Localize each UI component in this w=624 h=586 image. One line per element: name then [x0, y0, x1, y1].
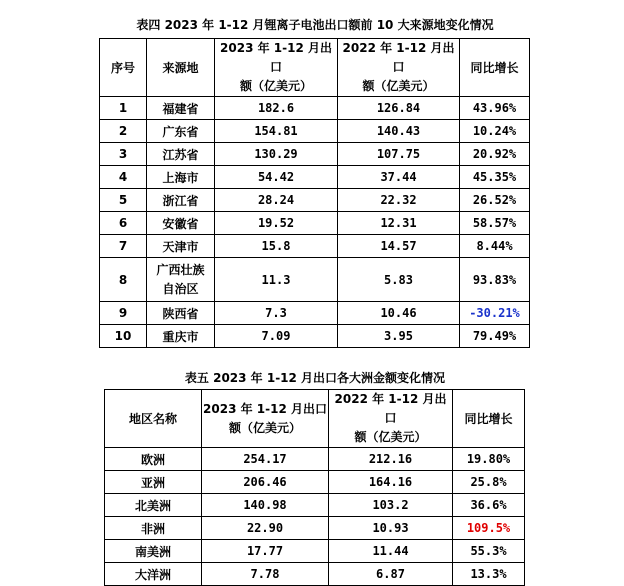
- header-2022: [329, 390, 453, 448]
- row-2023-value: 15.8: [215, 235, 338, 258]
- row-2022-value: 103.2: [329, 494, 453, 517]
- row-origin-line2: 自治区: [162, 281, 199, 296]
- table-row: [100, 325, 530, 348]
- row-growth: 79.49%: [460, 325, 530, 348]
- row-2022-value: 10.46: [338, 302, 460, 325]
- row-region: 南美洲: [105, 540, 202, 563]
- row-growth: 25.8%: [453, 471, 525, 494]
- row-origin: 重庆市: [147, 325, 215, 348]
- header-index: 序号: [100, 39, 147, 97]
- row-growth: 19.80%: [453, 448, 525, 471]
- table-row: [105, 517, 525, 540]
- header-2022-line2: 额（亿美元）: [354, 430, 427, 444]
- row-2023-value: 206.46: [202, 471, 329, 494]
- row-region: 大洋洲: [105, 563, 202, 586]
- row-growth: 55.3%: [453, 540, 525, 563]
- row-growth: 26.52%: [460, 189, 530, 212]
- row-growth: 36.6%: [453, 494, 525, 517]
- row-2023-value: 182.6: [215, 97, 338, 120]
- row-origin: 广东省: [147, 120, 215, 143]
- row-origin: 上海市: [147, 166, 215, 189]
- row-2022-value: 212.16: [329, 448, 453, 471]
- row-2023-value: 54.42: [215, 166, 338, 189]
- row-region: 非洲: [105, 517, 202, 540]
- table4-caption: 表四 2023 年 1-12 月锂离子电池出口额前 10 大来源地变化情况: [136, 18, 494, 32]
- row-2022-value: 6.87: [329, 563, 453, 586]
- row-origin: [147, 258, 215, 302]
- row-index: 8: [100, 258, 147, 302]
- header-origin: 来源地: [147, 39, 215, 97]
- header-2023-line1: 2023 年 1-12 月出口: [220, 41, 332, 74]
- row-2023-value: 154.81: [215, 120, 338, 143]
- header-2023-line1: 2023 年 1-12 月出口: [203, 401, 327, 416]
- table-row: [100, 189, 530, 212]
- row-origin: 安徽省: [147, 212, 215, 235]
- table-row: [100, 212, 530, 235]
- header-2022-line1: 2022 年 1-12 月出口: [342, 41, 455, 74]
- header-2022: [338, 39, 460, 97]
- table-row: [100, 302, 530, 325]
- table-row: [100, 120, 530, 143]
- table5-caption: 表五 2023 年 1-12 月出口各大洲金额变化情况: [184, 371, 446, 385]
- row-index: 9: [100, 302, 147, 325]
- row-2022-value: 140.43: [338, 120, 460, 143]
- row-growth: 43.96%: [460, 97, 530, 120]
- row-growth: 58.57%: [460, 212, 530, 235]
- table-row: [100, 166, 530, 189]
- row-index: 2: [100, 120, 147, 143]
- row-2023-value: 17.77: [202, 540, 329, 563]
- row-2022-value: 3.95: [338, 325, 460, 348]
- row-2022-value: 5.83: [338, 258, 460, 302]
- header-region: 地区名称: [105, 390, 202, 448]
- row-region: 亚洲: [105, 471, 202, 494]
- header-2023-line2: 额（亿美元）: [228, 420, 301, 435]
- header-2023: [215, 39, 338, 97]
- row-2023-value: 254.17: [202, 448, 329, 471]
- row-2023-value: 11.3: [215, 258, 338, 302]
- row-index: 10: [100, 325, 147, 348]
- table-row: [100, 258, 530, 302]
- row-2022-value: 37.44: [338, 166, 460, 189]
- row-2022-value: 14.57: [338, 235, 460, 258]
- row-growth-highlight: 109.5%: [453, 517, 525, 540]
- header-2023-line2: 额（亿美元）: [239, 79, 312, 93]
- table-row: [105, 494, 525, 517]
- header-2022-line2: 额（亿美元）: [362, 79, 435, 93]
- table-row: [105, 563, 525, 586]
- row-index: 4: [100, 166, 147, 189]
- header-growth: 同比增长: [460, 39, 530, 97]
- row-index: 3: [100, 143, 147, 166]
- row-2023-value: 7.78: [202, 563, 329, 586]
- row-origin: 浙江省: [147, 189, 215, 212]
- row-region: 欧洲: [105, 448, 202, 471]
- row-2023-value: 19.52: [215, 212, 338, 235]
- row-index: 7: [100, 235, 147, 258]
- table4-origins: [99, 38, 530, 348]
- row-2023-value: 22.90: [202, 517, 329, 540]
- row-2022-value: 12.31: [338, 212, 460, 235]
- row-origin: 陕西省: [147, 302, 215, 325]
- row-2023-value: 7.09: [215, 325, 338, 348]
- row-2023-value: 7.3: [215, 302, 338, 325]
- table-row: [105, 540, 525, 563]
- row-2022-value: 126.84: [338, 97, 460, 120]
- row-2022-value: 11.44: [329, 540, 453, 563]
- row-origin: 江苏省: [147, 143, 215, 166]
- table-row: [105, 448, 525, 471]
- row-growth: 13.3%: [453, 563, 525, 586]
- row-growth-negative: -30.21%: [460, 302, 530, 325]
- row-growth: 8.44%: [460, 235, 530, 258]
- table5-header-row: [105, 390, 525, 448]
- row-2023-value: 28.24: [215, 189, 338, 212]
- table-row: [100, 97, 530, 120]
- table-row: [105, 471, 525, 494]
- row-region: 北美洲: [105, 494, 202, 517]
- row-2022-value: 22.32: [338, 189, 460, 212]
- header-2023: [202, 390, 329, 448]
- table-row: [100, 143, 530, 166]
- row-growth: 93.83%: [460, 258, 530, 302]
- row-2022-value: 164.16: [329, 471, 453, 494]
- row-2022-value: 10.93: [329, 517, 453, 540]
- row-2023-value: 140.98: [202, 494, 329, 517]
- row-2022-value: 107.75: [338, 143, 460, 166]
- row-growth: 10.24%: [460, 120, 530, 143]
- table5-continents: [104, 389, 525, 586]
- header-2022-line1: 2022 年 1-12 月出口: [334, 392, 447, 425]
- table4-header-row: [100, 39, 530, 97]
- row-growth: 20.92%: [460, 143, 530, 166]
- row-2023-value: 130.29: [215, 143, 338, 166]
- row-index: 1: [100, 97, 147, 120]
- row-origin-line1: 广西壮族: [156, 262, 205, 277]
- header-growth: 同比增长: [453, 390, 525, 448]
- row-growth: 45.35%: [460, 166, 530, 189]
- table-row: [100, 235, 530, 258]
- row-origin: 福建省: [147, 97, 215, 120]
- row-origin: 天津市: [147, 235, 215, 258]
- row-index: 6: [100, 212, 147, 235]
- row-index: 5: [100, 189, 147, 212]
